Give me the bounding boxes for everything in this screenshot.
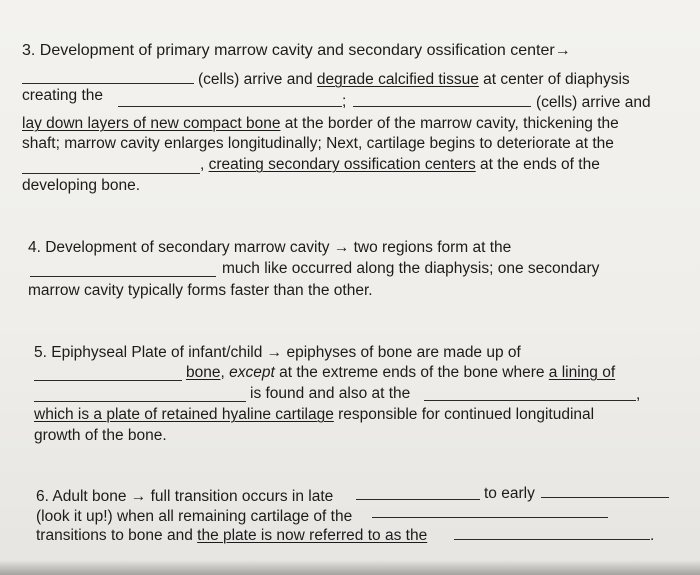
q3-blank-osteoblasts[interactable]: [353, 106, 531, 107]
q3-blank-osteoclasts[interactable]: [22, 83, 194, 84]
q5-blank-metaphysis[interactable]: [424, 400, 636, 401]
q3-line2: (cells) arrive and degrade calcified tissue at center of diaphysis: [198, 71, 630, 88]
q6-line3: transitions to bone and the plate is now referred to as the: [36, 527, 428, 544]
q3-blank-cavity[interactable]: [118, 106, 342, 107]
q4-line1: 4. Development of secondary marrow cavity → two regions form at the: [28, 239, 512, 256]
q5-line1: 5. Epiphyseal Plate of infant/child → epiphyses of bone are made up of: [34, 344, 521, 361]
q3-line5: shaft; marrow cavity enlarges longitudinally; Next, cartilage begins to deteriorate at the: [22, 135, 614, 152]
q3-blank-epiphyses[interactable]: [22, 173, 200, 174]
q6-blank-early[interactable]: [541, 497, 669, 498]
q6-blank-late[interactable]: [356, 499, 480, 500]
q3-cells-arrive: (cells) arrive and: [536, 94, 651, 111]
q6-line2: (look it up!) when all remaining cartilage of the: [36, 508, 353, 525]
q5-line5: growth of the bone.: [34, 427, 167, 444]
q3-semicolon: ;: [342, 93, 347, 110]
q3-line4: lay down layers of new compact bone at the border of the marrow cavity, thickening the: [22, 115, 619, 132]
q4-line3: marrow cavity typically forms faster than the other.: [28, 282, 373, 299]
q5-line4: which is a plate of retained hyaline cartilage responsible for continued longitudinal: [34, 406, 595, 423]
q6-blank-cartilage[interactable]: [372, 517, 608, 518]
q3-line6: , creating secondary ossification centers at the ends of the: [200, 156, 600, 173]
q4-blank-epiphyses[interactable]: [30, 276, 216, 277]
q3-title: 3. Development of primary marrow cavity and secondary ossification center→: [22, 42, 571, 59]
page-bottom-shadow: [0, 560, 700, 575]
q4-line2: much like occurred along the diaphysis; one secondary: [222, 260, 600, 277]
q5-comma: ,: [636, 386, 641, 403]
q3-creating-the: creating the: [22, 87, 103, 104]
q6-to-early: to early: [484, 485, 535, 502]
q5-blank-lining[interactable]: [34, 401, 246, 402]
q3-line7: developing bone.: [22, 177, 141, 194]
q6-blank-final-term[interactable]: [454, 539, 650, 540]
q6-period: .: [650, 527, 655, 544]
q5-blank-bone-type[interactable]: [34, 380, 182, 381]
q5-line2: bone, except at the extreme ends of the bone where a lining of: [186, 364, 616, 381]
q6-line1: 6. Adult bone → full transition occurs in late: [36, 488, 334, 505]
q5-found-at: is found and also at the: [250, 385, 411, 402]
